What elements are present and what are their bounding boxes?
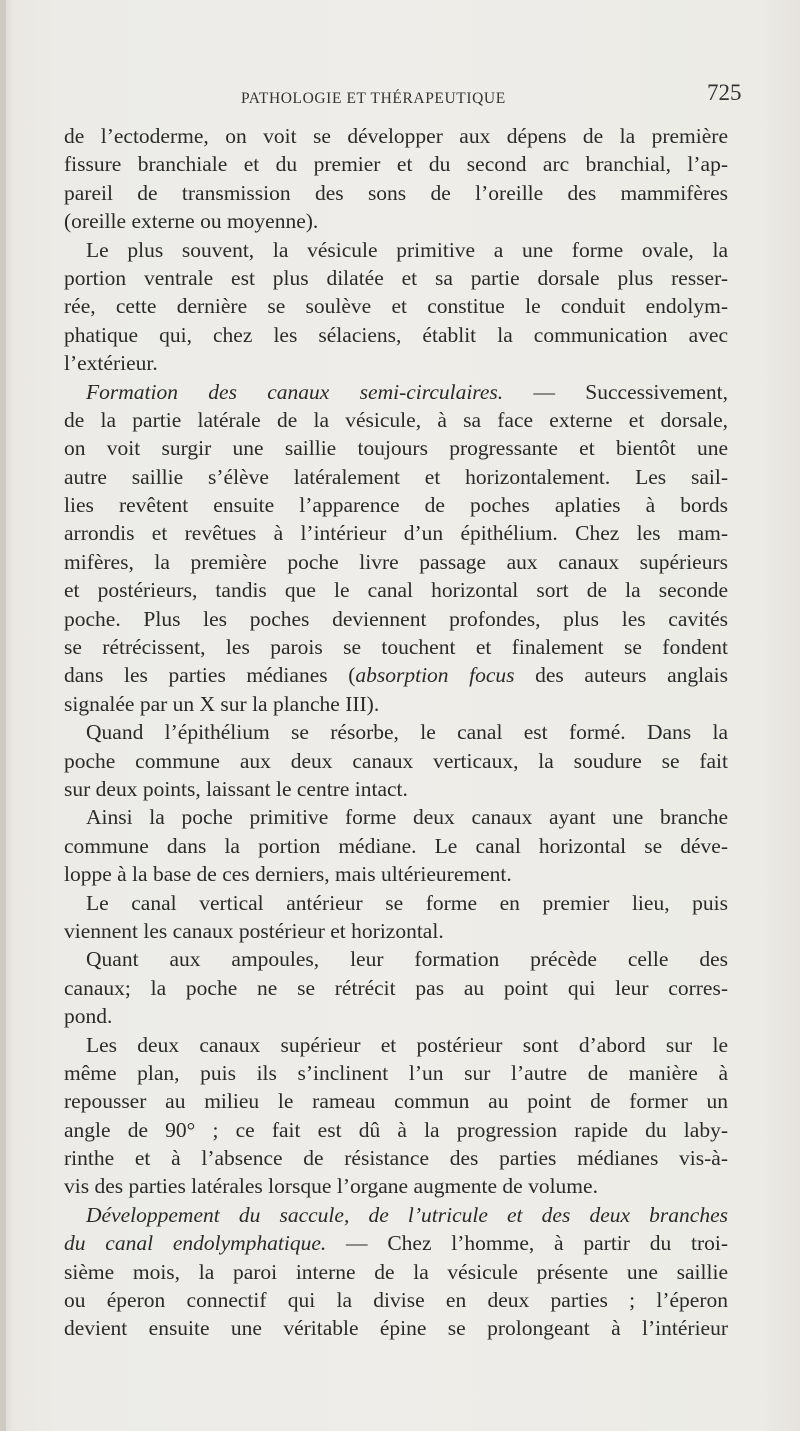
text-line [64, 605, 728, 633]
text-line [64, 718, 728, 746]
text-run: on voit surgir une saillie toujours progressante et bientôt une [64, 436, 728, 461]
text-run: poche commune aux deux canaux verticaux, la soudure se fait [64, 748, 728, 773]
text-line [64, 917, 728, 945]
text-run: devient ensuite une véritable épine se prolongeant à l’intérieur [64, 1316, 728, 1341]
text-run: sur deux points, laissant le centre intact. [64, 776, 408, 801]
text-line [64, 576, 728, 604]
text-run: de la partie latérale de la vésicule, à sa face externe et dorsale, [64, 407, 728, 432]
text-line [64, 1031, 728, 1059]
text-line [64, 747, 728, 775]
text-run: rée, cette dernière se soulève et constitue le conduit endolym- [64, 294, 728, 319]
running-head: PATHOLOGIE ET THÉRAPEUTIQUE [241, 90, 506, 107]
text-run: pareil de transmission des sons de l’oreille des mammifères [64, 180, 728, 205]
text-line [64, 1172, 728, 1200]
text-line [64, 633, 728, 661]
text-line [64, 1229, 728, 1257]
text-run: rinthe et à l’absence de résistance des parties médianes vis-à- [64, 1146, 728, 1171]
text-line [64, 860, 728, 888]
text-line [64, 519, 728, 547]
italic-text-run: Développement du saccule, de l’utricule et des deux branches [86, 1202, 728, 1227]
text-run: mifères, la première poche livre passage aux canaux supérieurs [64, 549, 728, 574]
text-line [64, 803, 728, 831]
text-run: Le canal vertical antérieur se forme en premier lieu, puis [86, 890, 728, 915]
text-line [64, 264, 728, 292]
text-line [64, 889, 728, 917]
text-line [64, 690, 728, 718]
text-run: (oreille externe ou moyenne). [64, 209, 319, 234]
text-run: angle de 90° ; ce fait est dû à la progression rapide du laby- [64, 1117, 728, 1142]
text-run: se rétrécissent, les parois se touchent et finalement se fondent [64, 635, 728, 660]
text-run: repousser au milieu le rameau commun au point de former un [64, 1089, 728, 1114]
text-run: de l’ectoderme, on voit se développer aux dépens de la première [64, 124, 728, 148]
page-number: 725 [707, 80, 742, 105]
text-line [64, 1286, 728, 1314]
text-run: loppe à la base de ces derniers, mais ultérieurement. [64, 862, 512, 887]
text-run: portion ventrale est plus dilatée et sa partie dorsale plus resser- [64, 265, 728, 290]
text-line [64, 491, 728, 519]
text-run: Ainsi la poche primitive forme deux canaux ayant une branche [86, 805, 728, 830]
text-line [64, 1314, 728, 1342]
text-line [64, 775, 728, 803]
text-line [64, 378, 728, 406]
text-line [64, 1116, 728, 1144]
text-line [64, 945, 728, 973]
text-run: et postérieurs, tandis que le canal horizontal sort de la seconde [64, 578, 728, 603]
text-run: même plan, puis ils s’inclinent l’un sur l’autre de manière à [64, 1060, 728, 1085]
text-run: Les deux canaux supérieur et postérieur sont d’abord sur le [86, 1032, 728, 1057]
text-run: viennent les canaux postérieur et horizontal. [64, 918, 444, 943]
text-line [64, 548, 728, 576]
body-text [64, 122, 728, 1343]
text-line [64, 150, 728, 178]
text-line [64, 1258, 728, 1286]
text-run: sième mois, la paroi interne de la vésicule présente une saillie [64, 1259, 728, 1284]
italic-text-run: absorption focus [355, 663, 515, 688]
text-run: phatique qui, chez les sélaciens, établit la communication avec [64, 322, 728, 347]
text-run: commune dans la portion médiane. Le canal horizontal se déve- [64, 833, 728, 858]
text-line [64, 122, 728, 150]
italic-text-run: Formation des canaux semi-circulaires. [86, 379, 504, 404]
page-spine-shadow [0, 0, 6, 1431]
text-run: dans les parties médianes ( [64, 663, 356, 688]
italic-text-run: du canal endolymphatique. [64, 1231, 327, 1256]
text-line [64, 321, 728, 349]
text-line [64, 207, 728, 235]
text-line [64, 236, 728, 264]
text-run: l’extérieur. [64, 351, 158, 376]
text-run: autre saillie s’élève latéralement et horizontalement. Les sail- [64, 464, 728, 489]
text-run: pond. [64, 1004, 113, 1029]
text-run: vis des parties latérales lorsque l’organe augmente de volume. [64, 1174, 598, 1199]
text-line [64, 661, 728, 689]
text-run: ou éperon connectif qui la divise en deux parties ; l’éperon [64, 1288, 728, 1313]
text-line [64, 1002, 728, 1030]
text-line [64, 434, 728, 462]
text-run: Le plus souvent, la vésicule primitive a une forme ovale, la [86, 237, 728, 262]
text-run: des auteurs anglais [514, 663, 728, 688]
text-line [64, 1087, 728, 1115]
text-run: signalée par un X sur la planche III). [64, 691, 380, 716]
text-run: — Chez l’homme, à partir du troi- [326, 1231, 729, 1256]
text-line [64, 349, 728, 377]
text-line [64, 292, 728, 320]
text-line [64, 179, 728, 207]
text-run: canaux; la poche ne se rétrécit pas au point qui leur corres- [64, 975, 728, 1000]
text-run: Quand l’épithélium se résorbe, le canal est formé. Dans la [86, 720, 728, 745]
text-line [64, 463, 728, 491]
text-run: arrondis et revêtues à l’intérieur d’un épithélium. Chez les mam- [64, 521, 728, 546]
text-line [64, 832, 728, 860]
text-run: — Successivement, [503, 379, 729, 404]
text-run: lies revêtent ensuite l’apparence de poches aplaties à bords [64, 493, 728, 518]
text-run: poche. Plus les poches deviennent profondes, plus les cavités [64, 606, 728, 631]
text-line [64, 1059, 728, 1087]
text-run: Quant aux ampoules, leur formation précède celle des [86, 947, 728, 972]
text-line [64, 974, 728, 1002]
text-line [64, 406, 728, 434]
text-run: fissure branchiale et du premier et du second arc branchial, l’ap- [64, 152, 728, 177]
text-line [64, 1201, 728, 1229]
text-line [64, 1144, 728, 1172]
